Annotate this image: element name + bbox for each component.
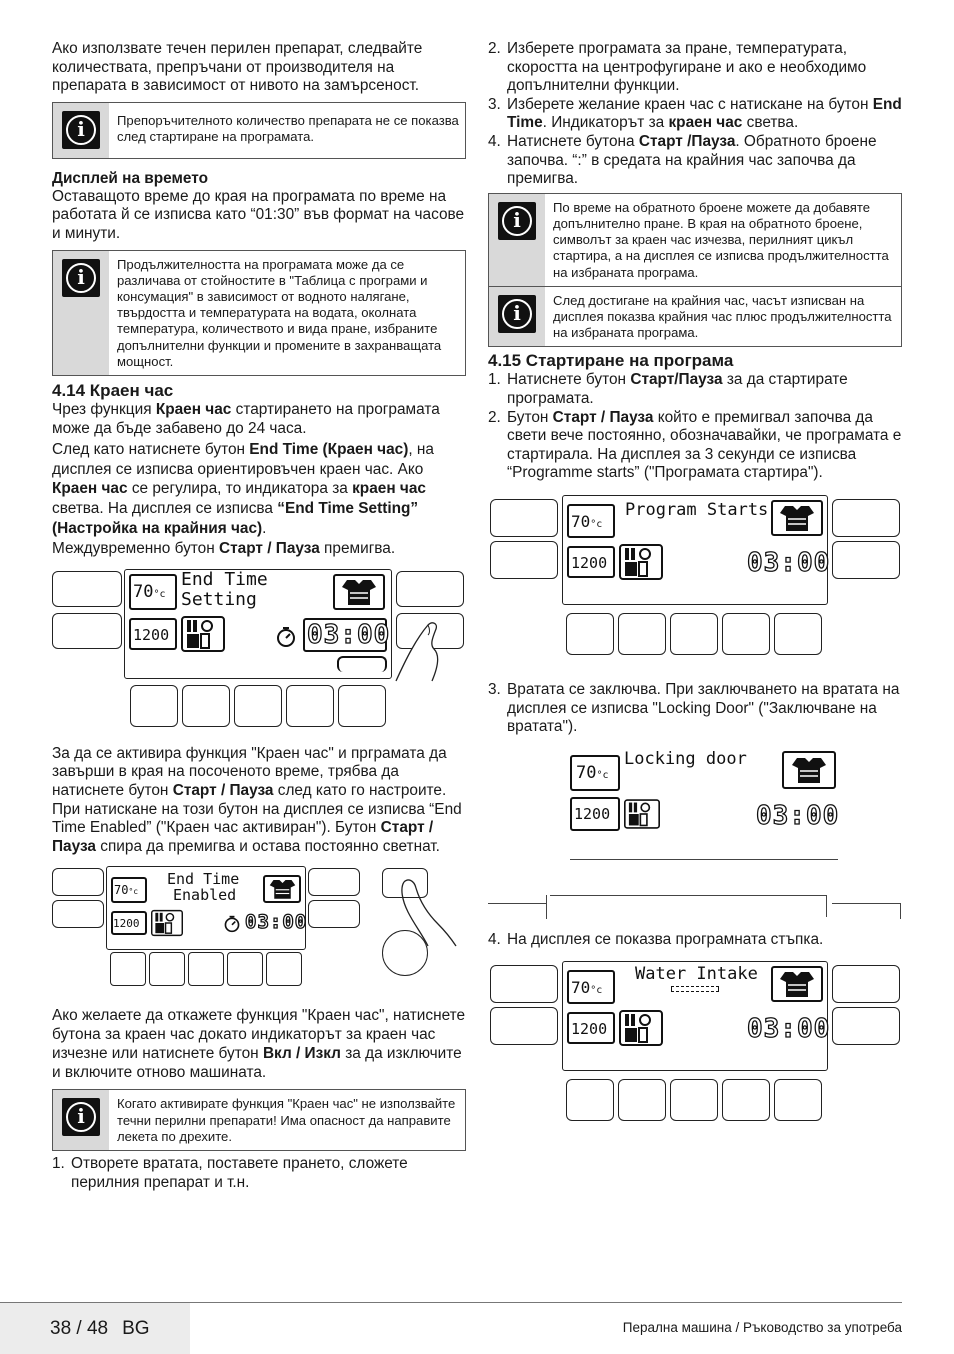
- panel-key: [832, 1007, 900, 1045]
- info-note: i След достигане на крайния час, часът изписван на дисплея показва крайния час плюс продължителността на избраната програма.: [488, 287, 902, 348]
- panel-key: [566, 1079, 614, 1121]
- tshirt-icon: [779, 504, 815, 537]
- options-icon: [151, 909, 183, 942]
- intro-text: Ако използвате течен перилен препарат, следвайте количествата, препръчани от производителя на препарата в зависимост от нивото на замърсеност.: [52, 40, 423, 95]
- panel-key: [832, 965, 900, 1003]
- panel-key: [490, 1007, 558, 1045]
- info-icon: i: [62, 1098, 100, 1136]
- panel-key: [234, 685, 282, 727]
- finger-pointer-icon: [394, 878, 458, 953]
- tshirt-icon: [791, 756, 827, 789]
- panel-key: [490, 541, 558, 579]
- timer-icon: [275, 626, 297, 648]
- section-title: 4.14 Краен час: [52, 380, 174, 400]
- info-note: i Препоръчителното количество препарата не се показва след стартиране на програмата.: [52, 102, 466, 159]
- progress-indicator: [671, 986, 719, 992]
- info-note: i Когато активирате функция "Краен час" не използвайте течни перилни препарати! Има опасност да направите лекета по дрехите.: [52, 1089, 466, 1151]
- options-icon: [619, 1010, 663, 1051]
- panel-key: [52, 613, 122, 649]
- lcd-screen: 70°c End Time Enabled 1200 03:00: [106, 866, 306, 950]
- list-item: 2. Бутон Старт / Пауза който е премигвал започва да свети вече постоянно, обозначавайки, че програмата е стартирала. На дисплея за 3 секунди се изписва “Programme starts” ("Програмата стартира").: [488, 408, 902, 482]
- finger-pointer-icon: [394, 619, 464, 683]
- paragraph: Чрез функция Краен час стартирането на програмата може да бъде забавено до 24 часа.: [52, 400, 440, 437]
- info-icon: i: [498, 202, 536, 240]
- info-icon: i: [498, 295, 536, 333]
- lcd-line1: End Time: [181, 568, 268, 590]
- panel-key: [722, 1079, 770, 1121]
- options-icon: [624, 795, 660, 838]
- display-panel-program-starts: [488, 495, 902, 667]
- lcd-screen: 70°c Water Intake 1200 03:00: [562, 961, 828, 1071]
- panel-key: [774, 613, 822, 655]
- panel-key: [832, 541, 900, 579]
- panel-key: [396, 571, 464, 607]
- panel-key: [188, 952, 224, 986]
- panel-key: [308, 868, 360, 896]
- panel-key: [832, 499, 900, 537]
- panel-key: [490, 499, 558, 537]
- page-number: 38 / 48: [50, 1318, 109, 1339]
- section-heading: Дисплей на времето: [52, 169, 208, 187]
- lcd-time: 03:00: [307, 619, 391, 650]
- list-item: 3. Изберете желание краен час с натискане на бутон End Time. Индикаторът за краен час светва.: [488, 95, 902, 132]
- panel-key: [618, 613, 666, 655]
- display-panel-water-intake: [488, 961, 902, 1133]
- lcd-line2: Setting: [181, 588, 257, 610]
- display-panel-end-time-enabled: [52, 866, 466, 1006]
- list-item: 1. Натиснете бутон Старт/Пауза за да стартирате програмата.: [488, 371, 848, 407]
- panel-key: [670, 613, 718, 655]
- panel-key: [52, 868, 104, 896]
- list-item: 1. Отворете вратата, поставете прането, сложете перилния препарат и т.н.: [52, 1154, 408, 1191]
- paragraph: Ако желаете да откажете функция "Краен час", натиснете бутона за краен час докато индикаторът за краен час изчезне или натиснете бутон Вкл / Изкл за да изключите и включите отново машината.: [52, 1007, 466, 1082]
- panel-key: [52, 571, 122, 607]
- panel-key: [130, 685, 178, 727]
- info-note: i По време на обратното броене можете да добавяте допълнително пране. В края на обратното броене, символът за краен час изчезва, перилният цикъл стартира, а на дисплея се изписва продължителността на избраната програма.: [488, 193, 902, 287]
- display-panel-locking-door: [488, 747, 902, 929]
- paragraph: За да се активира функция "Краен час" и прграмата да завърши в края на посоченото време, трябва да натиснете бутон Старт / Пауза след като го настроите. При натискане на този бутон на дисплея се изписва “End Time Enabled” ("Краен час активиран"). Бутон Старт / Пауза спира да премигва и остава постоянно светнат.: [52, 744, 462, 855]
- list-item: 2. Изберете програмата за пране, температурата, скоростта на центрофугиране и ако е необходимо допълнителни функции.: [488, 40, 867, 95]
- panel-key: [149, 952, 185, 986]
- display-panel-end-time-setting: [52, 569, 466, 751]
- panel-key: [266, 952, 302, 986]
- panel-key: [338, 685, 386, 727]
- info-note: i Продължителността на програмата може да се различава от стойностите в "Таблица с програми и консумация" в зависимост от водното налягане, твърдостта и температурата на водата, околната температура, количеството и вида пране, избраните допълнителни функции и промените в захранващата мощност.: [52, 250, 466, 376]
- options-icon: [181, 616, 225, 652]
- left-column: [52, 40, 466, 1192]
- section-title: 4.15 Стартиране на програма: [488, 351, 734, 371]
- time-display-text: Оставащото време до края на програмата по време на работата й се изписва като “01:30” във формат на часове и минути.: [52, 187, 465, 242]
- panel-key: [227, 952, 263, 986]
- paragraph: След като натиснете бутон End Time (Краен час), на дисплея се изписва ориентировъчен краен час. Ако Краен час се регулира, то индикатора за краен час светва. На дисплея се изписва “End Time Setting” (Настройка на крайния час).: [52, 441, 434, 537]
- panel-key: [774, 1079, 822, 1121]
- list-item: 4. Натиснете бутона Старт /Пауза. Обратното броене започва. “:” в средата на крайния час започва да премигва.: [488, 132, 877, 188]
- lcd-screen: 70°c Locking door 1200 03:00: [570, 749, 838, 853]
- footer-title: Перална машина / Ръководство за употреба: [622, 1320, 902, 1335]
- panel-key: [618, 1079, 666, 1121]
- paragraph: Междувременно бутон Старт / Пауза премигва.: [52, 540, 396, 558]
- timer-icon: [223, 915, 241, 938]
- language-code: BG: [122, 1318, 150, 1339]
- info-icon: i: [62, 111, 100, 149]
- panel-key: [722, 613, 770, 655]
- panel-key: [110, 952, 146, 986]
- list-item: 3. Вратата се заключва. При заключването на вратата на дисплея се изписва "Locking Door" ("Заключване на вратата").: [488, 680, 900, 736]
- tshirt-icon: [269, 878, 296, 905]
- panel-key: [490, 965, 558, 1003]
- options-icon: [619, 544, 663, 585]
- panel-key: [566, 613, 614, 655]
- panel-key: [286, 685, 334, 727]
- tshirt-icon: [779, 970, 815, 1003]
- list-item: 4. На дисплея се показва програмната стъпка.: [488, 930, 824, 948]
- panel-key: [52, 900, 104, 928]
- panel-key: [308, 900, 360, 928]
- page-number-box: [0, 1303, 190, 1354]
- lcd-screen: 70°c Program Starts 1200 03:00: [562, 495, 828, 605]
- tshirt-icon: [341, 578, 377, 606]
- panel-key: [670, 1079, 718, 1121]
- lcd-screen: 70°c End Time Setting 1200 03:00: [124, 569, 392, 679]
- info-icon: i: [62, 259, 100, 297]
- panel-key: [182, 685, 230, 727]
- right-column: [488, 40, 902, 1133]
